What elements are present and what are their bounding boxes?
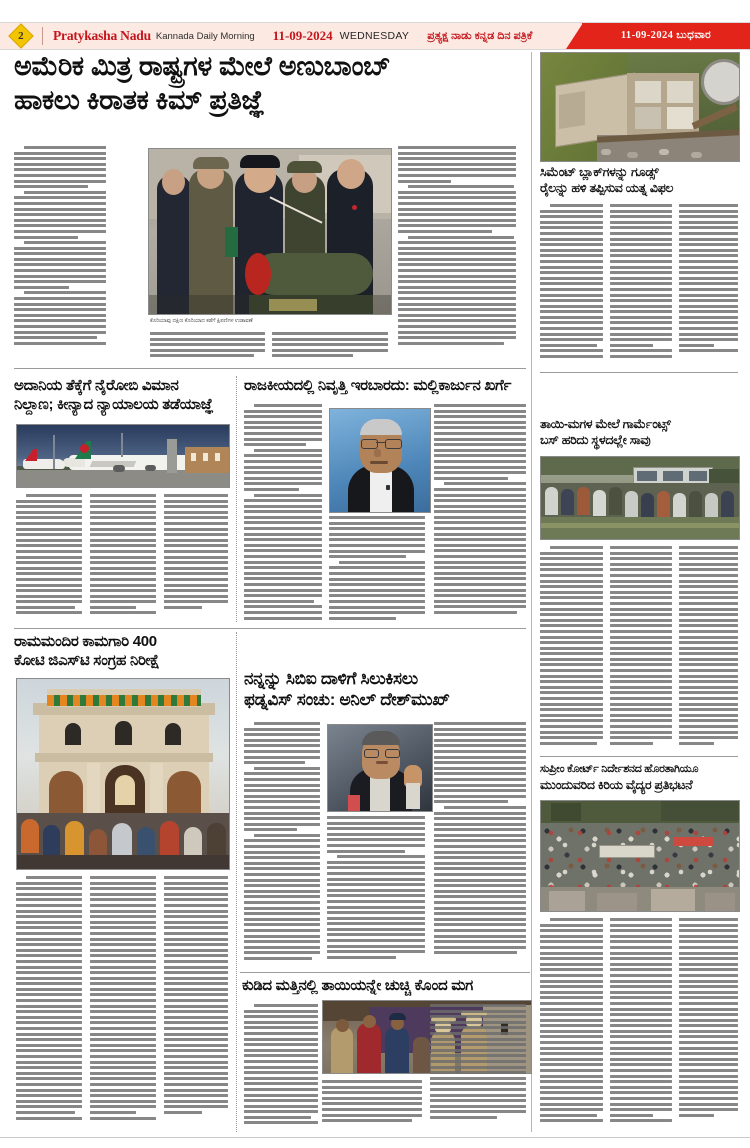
- lead-story-bottom-rule: [14, 368, 526, 369]
- masthead-weekday: WEDNESDAY: [339, 30, 410, 42]
- adani-headline-line1: ಅದಾನಿಯ ತೆಕ್ಕೆಗೆ ನೈರೋಬಿ ವಿಮಾನ: [14, 377, 179, 394]
- kharge-headline: ರಾಜಕೀಯದಲ್ಲಿ ನಿವೃತ್ತಿ ಇರಬಾರದು: ಮಲ್ಲಿಕಾರ್ಜುನ ಖರ್ಗೆ: [244, 377, 512, 394]
- deshmukh-text-col-1: [244, 722, 320, 964]
- masthead-divider: [42, 27, 43, 45]
- masthead: [0, 22, 750, 50]
- son-kills-mother-text-col-3: [430, 1004, 526, 1128]
- son-kills-mother-text-col-1: [244, 1004, 318, 1130]
- rail-derailment-text-col-2: [610, 204, 672, 362]
- doctors-protest-text-col-1: [540, 918, 603, 1130]
- lead-headline-line1: ಅಮೆರಿಕ ಮಿತ್ರ ರಾಷ್ಟ್ರಗಳ ಮೇಲೆ ಅಣುಬಾಂಬ್: [14, 51, 391, 81]
- son-kills-mother-text-col-2: [322, 1080, 422, 1128]
- garments-bus-photo: [540, 456, 740, 540]
- ram-mandir-headline-line1: ರಾಮಮಂದಿರ ಕಾಮಗಾರಿ 400: [14, 633, 157, 650]
- ram-mandir-text-col-2: [90, 876, 156, 1124]
- kharge-text-col-2: [329, 516, 425, 622]
- doctors-protest-text-col-2: [610, 918, 672, 1130]
- page-number-badge: [0, 23, 42, 49]
- adani-text-col-3: [164, 494, 228, 619]
- lead-text-col-1: [14, 146, 106, 358]
- ram-mandir-photo: [16, 678, 230, 870]
- rail-story-bottom-rule: [540, 372, 738, 373]
- page-number: 2: [18, 30, 24, 42]
- ram-mandir-headline-line2: ಕೋಟಿ ಜಿಎಸ್‌ಟಿ ಸಂಗ್ರಹ ನಿರೀಕ್ಷೆ: [14, 652, 160, 669]
- doctors-protest-text-col-3: [679, 918, 738, 1130]
- kharge-text-col-3: [434, 404, 526, 622]
- kharge-photo: [329, 408, 431, 513]
- son-kills-mother-headline: ಕುಡಿದ ಮತ್ತಿನಲ್ಲಿ ತಾಯಿಯನ್ನೇ ಚುಚ್ಚಿ ಕೊಂದ ಮಗ: [242, 977, 473, 994]
- garments-bus-text-col-1: [540, 546, 603, 752]
- publication-title: Pratykasha Nadu: [53, 28, 151, 43]
- lead-text-col-4: [398, 146, 516, 358]
- deshmukh-photo: [327, 724, 433, 812]
- ram-mandir-text-col-1: [16, 876, 82, 1124]
- ram-mandir-text-col-3: [164, 876, 228, 1124]
- ram-deshmukh-divider: [236, 632, 237, 1132]
- page-top-margin: [0, 0, 750, 22]
- rail-derailment-headline-line2: ರೈಲನ್ನು ಹಳಿ ತಪ್ಪಿಸುವ ಯತ್ನ ವಿಫಲ: [540, 181, 674, 195]
- rail-derailment-headline-line1: ಸಿಮೆಂಟ್ ಬ್ಲಾಕ್‌ಗಳನ್ನು ಗೂಡ್ಸ್: [540, 165, 659, 179]
- diamond-icon: [8, 23, 33, 48]
- deshmukh-headline-line1: ನನ್ನನ್ನು ಸಿಬಿಐ ದಾಳಿಗೆ ಸಿಲುಕಿಸಲು: [244, 669, 418, 688]
- mid-section-rule: [14, 628, 526, 629]
- garments-bus-headline-line2: ಬಸ್ ಹರಿದು ಸ್ಥಳದಲ್ಲೇ ಸಾವು: [540, 433, 651, 447]
- lead-photo-caption: ಕೊರಿಯಾವು ದಕ್ಷಿಣ ಕೊರಿಯಾದ ಕಡೆಗೆ ಕ್ಷಿಪಣಿಗಳ ಉಡಾವಣೆ: [150, 318, 253, 324]
- deshmukh-headline-line2: ಫಡ್ನವಿಸ್ ಸಂಚು: ಅನಿಲ್ ದೇಶ್‌ಮುಖ್: [244, 690, 450, 709]
- deshmukh-text-col-3: [434, 722, 526, 964]
- doctors-protest-photo: [540, 800, 740, 912]
- adani-text-col-1: [16, 494, 82, 619]
- kharge-text-col-1: [244, 404, 322, 622]
- publication-subtitle: Kannada Daily Morning: [155, 30, 255, 42]
- lead-photo: [148, 148, 392, 315]
- garments-story-bottom-rule: [540, 756, 738, 757]
- masthead-date: 11-09-2024: [272, 28, 333, 43]
- lead-text-col-3: [272, 332, 388, 362]
- deshmukh-text-col-2: [327, 816, 425, 964]
- right-rail-divider: [531, 52, 532, 1132]
- garments-bus-text-col-2: [610, 546, 672, 752]
- adani-text-col-2: [90, 494, 156, 619]
- adani-headline-line2: ನಿಲ್ದಾಣ; ಕೀನ್ಯಾದ ನ್ಯಾಯಾಲಯ ತಡೆಯಾಜ್ಞೆ: [14, 396, 214, 413]
- publication-title-kannada: ಪ್ರತ್ಯಕ್ಷ ನಾಡು ಕನ್ನಡ ದಿನ ಪತ್ರಿಕೆ: [427, 29, 533, 42]
- garments-bus-headline-line1: ತಾಯಿ-ಮಗಳ ಮೇಲೆ ಗಾರ್ಮೆಂಟ್ಸ್: [540, 417, 671, 431]
- garments-bus-text-col-3: [679, 546, 738, 752]
- adani-photo: [16, 424, 230, 488]
- masthead-red-date-badge: 11-09-2024 ಬುಧವಾರ: [582, 23, 750, 49]
- doctors-protest-headline-line1: ಸುಪ್ರೀಂ ಕೋರ್ಟ್ ನಿರ್ದೇಶನದ ಹೊರತಾಗಿಯೂ: [540, 763, 699, 775]
- lead-text-col-2: [150, 332, 265, 362]
- lead-headline-line2: ಹಾಕಲು ಕಿರಾತಕ ಕಿಮ್ ಪ್ರತಿಜ್ಞೆ: [14, 85, 265, 115]
- deshmukh-bottom-rule: [240, 972, 530, 973]
- rail-derailment-text-col-3: [679, 204, 738, 362]
- adani-kharge-divider: [236, 376, 237, 622]
- page-bottom-edge: [0, 1137, 750, 1148]
- doctors-protest-headline-line2: ಮುಂದುವರಿದ ಕಿರಿಯ ವೈದ್ಯರ ಪ್ರತಿಭಟನೆ: [540, 778, 693, 792]
- rail-derailment-text-col-1: [540, 204, 603, 362]
- rail-derailment-photo: [540, 52, 740, 162]
